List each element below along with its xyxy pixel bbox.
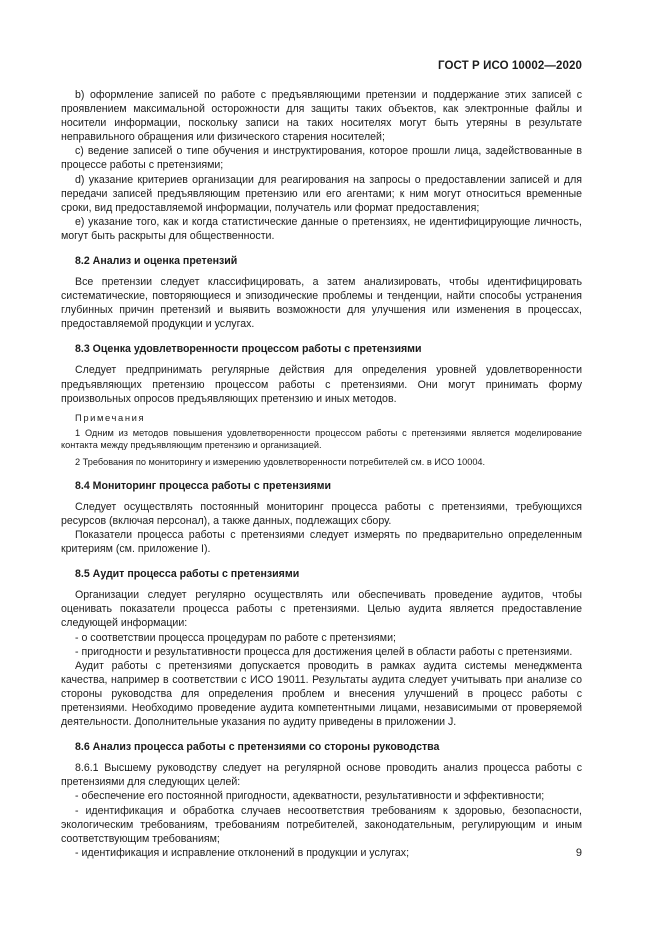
list-item-b: b) оформление записей по работе с предъявляющими претензии и поддержание этих записей с проявлением максимальной осторожности для защиты таких объектов, как электронные файлы и носители информации, поскольку записи на таких носителях могут быть утеряны в результате неправильного обращения или физического старения носителей; bbox=[61, 89, 582, 144]
section-8-6-list-item-3: - идентификация и исправление отклонений в продукции и услугах; bbox=[75, 846, 410, 859]
section-8-4-paragraph-2: Показатели процесса работы с претензиями следует измерять по предварительно определенным критериям (см. приложение I). bbox=[61, 529, 582, 556]
note-2: 2 Требования по мониторингу и измерению удовлетворенности потребителей см. в ИСО 10004. bbox=[75, 456, 486, 467]
section-8-6-1-paragraph: 8.6.1 Высшему руководству следует на регулярной основе проводить анализ процесса работы с претензиями для следующих целей: bbox=[61, 762, 582, 789]
section-heading-8-2: 8.2 Анализ и оценка претензий bbox=[75, 255, 238, 268]
list-item-c: c) ведение записей о типе обучения и инструктирования, которое прошли лица, задействованные в процессе работы с претензиями; bbox=[61, 145, 582, 172]
note-1: 1 Одним из методов повышения удовлетворенности процессом работы с претензиями является моделирование контакта между предъявляющим претензию и организацией. bbox=[61, 427, 582, 451]
section-heading-8-6: 8.6 Анализ процесса работы с претензиями со стороны руководства bbox=[75, 741, 440, 754]
standard-header: ГОСТ Р ИСО 10002—2020 bbox=[437, 60, 582, 72]
section-8-4-paragraph-1: Следует осуществлять постоянный мониторинг процесса работы с претензиями, требующихся ресурсов (включая персонал), а также данных, подлежащих сбору. bbox=[61, 500, 582, 527]
section-8-2-paragraph: Все претензии следует классифицировать, а затем анализировать, чтобы идентифицировать систематические, повторяющиеся и эпизодические проблемы и тенденции, найти способы устранения глубинных причин претензий и выявить возможности для улучшения или изменения в процессах, предоставляемой продукции и услугах. bbox=[61, 276, 582, 331]
section-8-6-list-item-1: - обеспечение его постоянной пригодности, адекватности, результативности и эффективности; bbox=[75, 790, 545, 803]
section-heading-8-5: 8.5 Аудит процесса работы с претензиями bbox=[75, 568, 300, 581]
notes-title: Примечания bbox=[75, 411, 146, 423]
list-item-d: d) указание критериев организации для реагирования на запросы о предоставлении записей и для передачи записей предъявляющим претензию или его агентами; к ним могут относиться временные сроки, вид предоставляемой информации, получатель или формат предоставления; bbox=[61, 173, 582, 214]
section-heading-8-4: 8.4 Мониторинг процесса работы с претензиями bbox=[75, 479, 332, 492]
section-8-5-paragraph-2: Аудит работы с претензиями допускается проводить в рамках аудита системы менеджмента качества, например в соответствии с ИСО 19011. Результаты аудита следует учитывать при анализе со стороны руководства для определения проблем и внесения улучшений в процесс работы с претензиями. Необходимо проведение аудита компетентными лицами, независимыми от проверяемой деятельности. Дополнительные указания по аудиту приведены в приложении J. bbox=[61, 659, 582, 729]
section-8-5-paragraph-1: Организации следует регулярно осуществлять или обеспечивать проведение аудитов, чтобы оценивать показатели процесса работы с претензиями. Целью аудита является предоставление следующей информации: bbox=[61, 589, 582, 630]
section-8-6-list-item-2: - идентификация и обработка случаев несоответствия требованиям к здоровью, безопасности, экологическим требованиям, требованиям потребителей, законодательным, регулирующим и иным соответствующим требованиям; bbox=[61, 804, 582, 845]
section-8-5-list-item-2: - пригодности и результативности процесса для достижения целей в области работы с претензиями. bbox=[75, 645, 573, 658]
section-8-3-paragraph: Следует предпринимать регулярные действия для определения уровней удовлетворенности предъявляющих претензию процессом работы с претензиями. Они могут принимать форму произвольных опросов предъявляющих претензию и иных методов. bbox=[61, 364, 582, 405]
page-number: 9 bbox=[575, 847, 582, 859]
page-content bbox=[61, 88, 582, 860]
section-8-5-list-item-1: - о соответствии процесса процедурам по работе с претензиями; bbox=[75, 631, 396, 644]
section-heading-8-3: 8.3 Оценка удовлетворенности процессом работы с претензиями bbox=[75, 343, 422, 356]
list-item-e: e) указание того, как и когда статистические данные о претензиях, не идентифицирующие личность, могут быть раскрыты для общественности. bbox=[61, 215, 582, 242]
